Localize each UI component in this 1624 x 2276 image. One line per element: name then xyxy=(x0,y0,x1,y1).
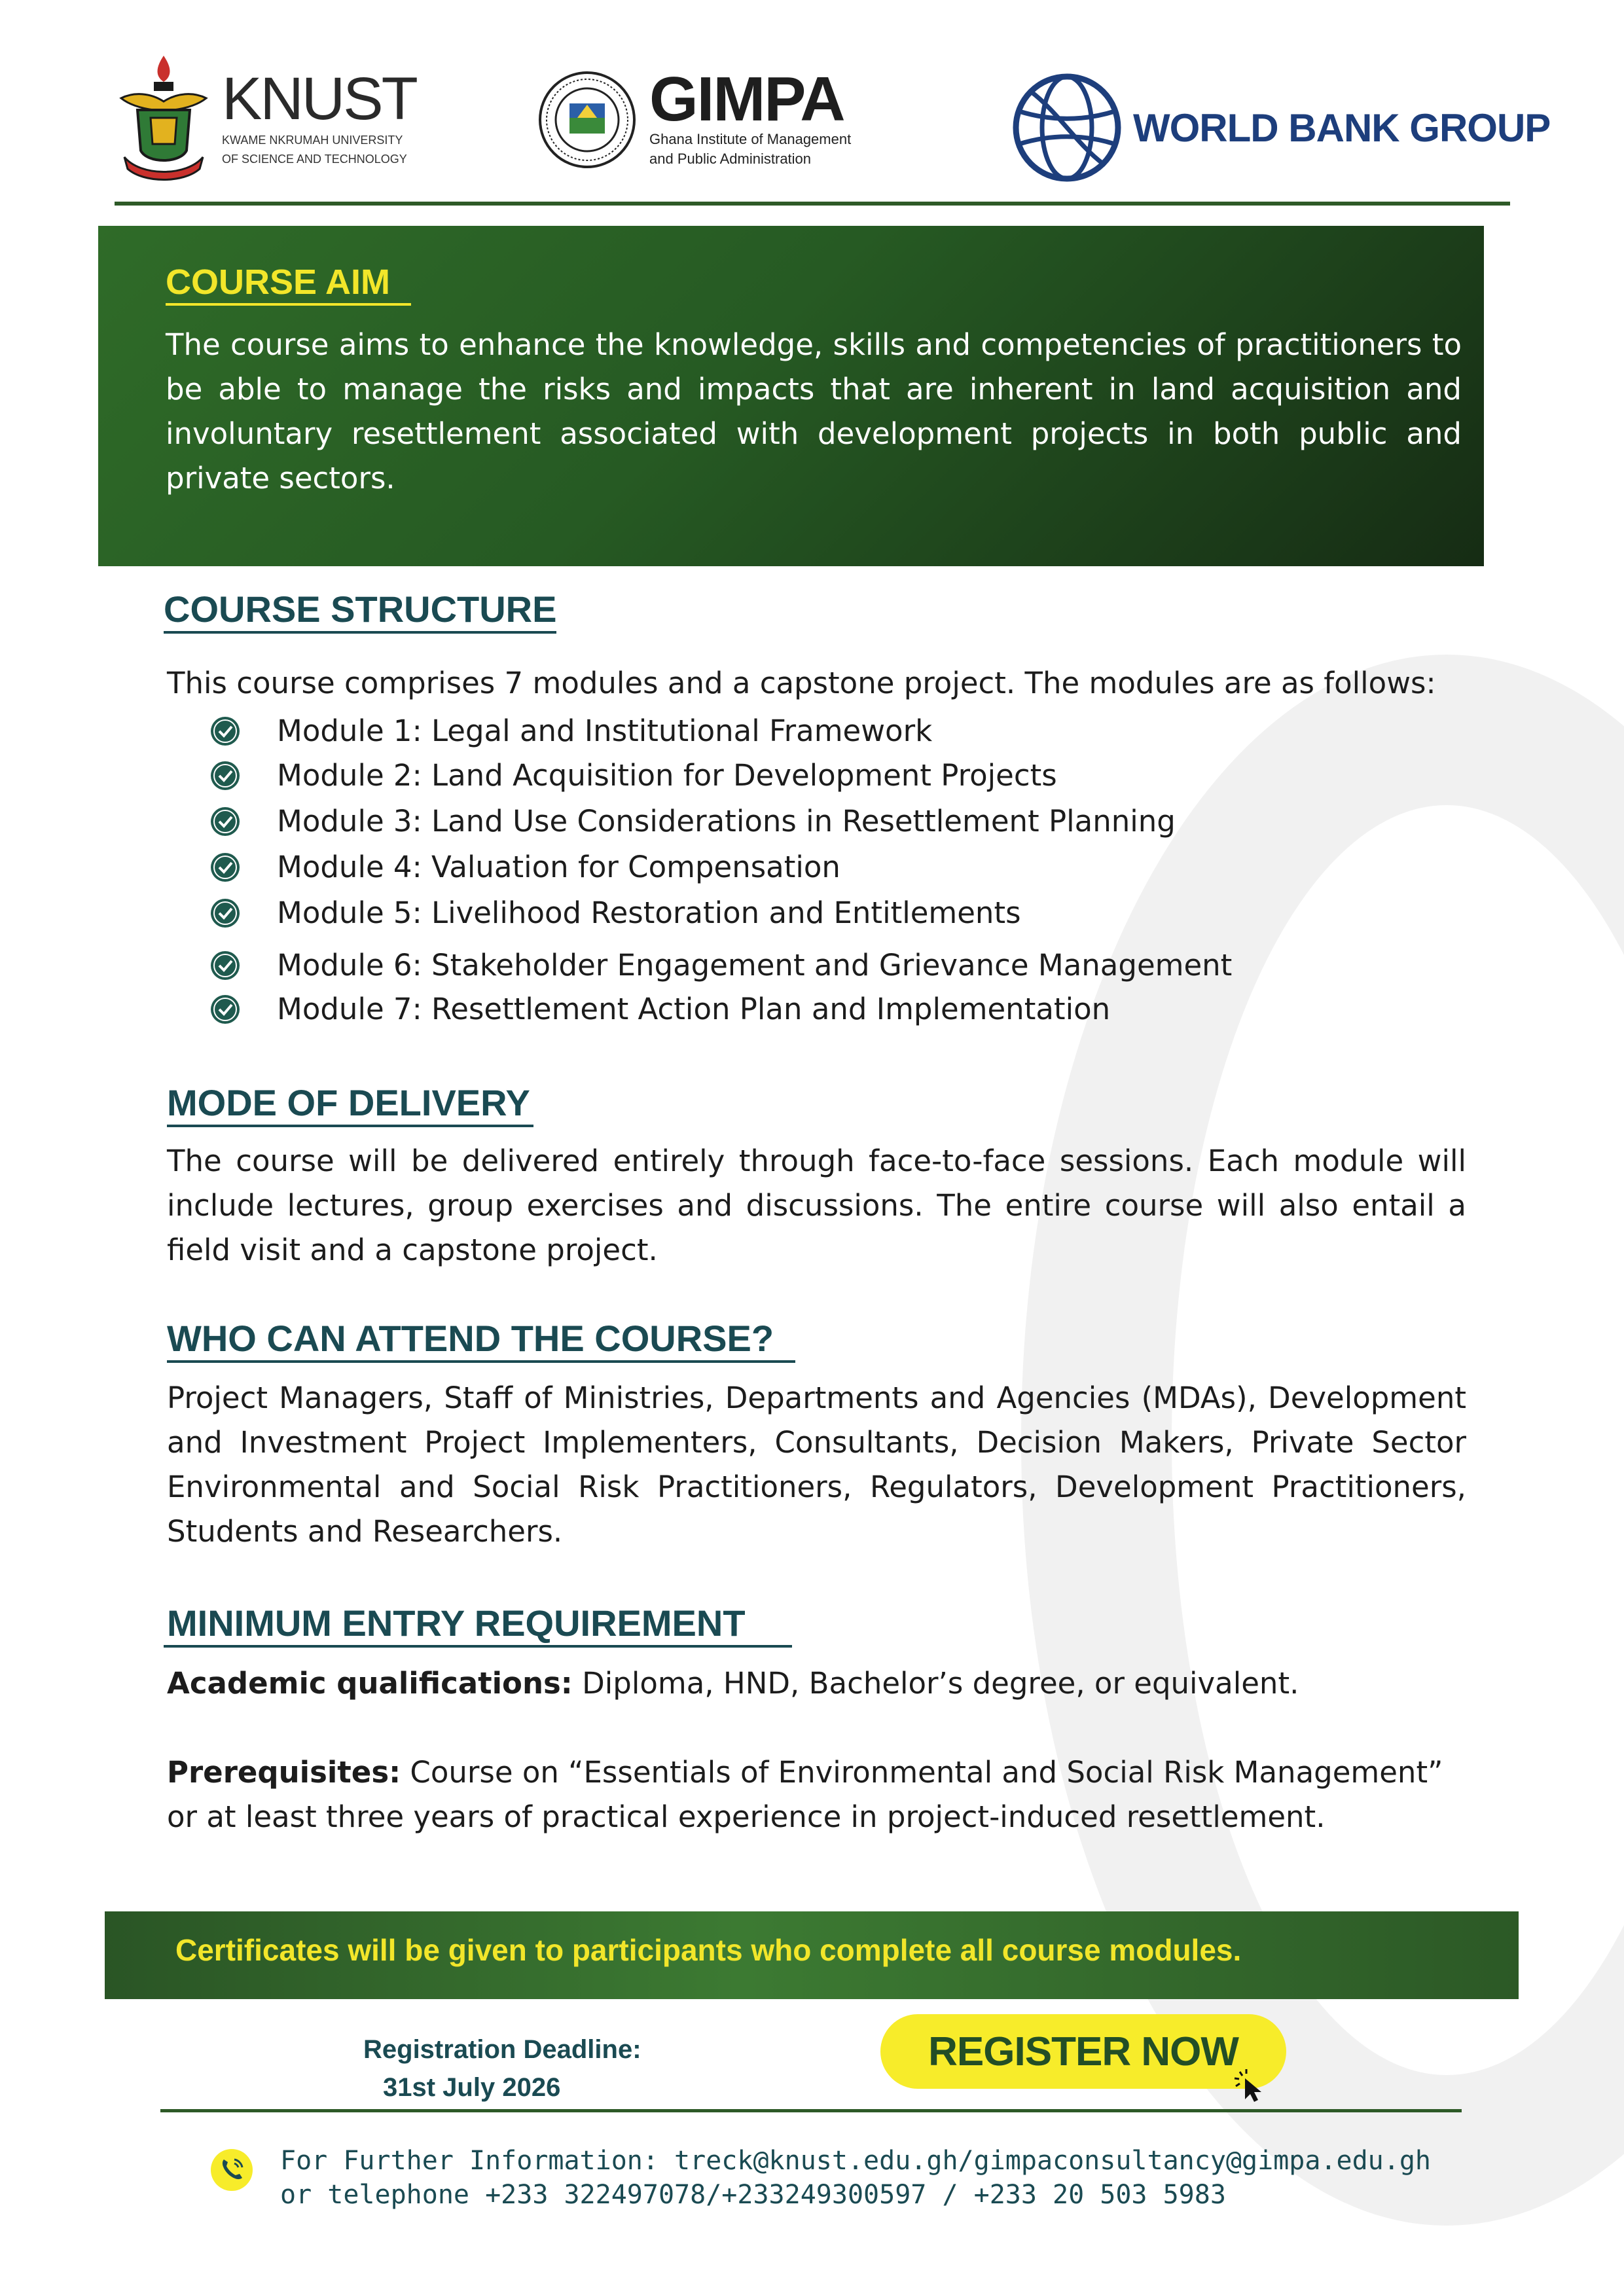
course-aim-title: COURSE AIM xyxy=(166,262,391,302)
register-now-button[interactable]: REGISTER NOW xyxy=(880,2014,1286,2089)
academic-qualifications-value: Diploma, HND, Bachelor’s degree, or equivalent. xyxy=(572,1666,1299,1701)
gimpa-wordmark xyxy=(649,64,852,168)
list-item xyxy=(209,804,1176,839)
entry-requirement-underline xyxy=(164,1645,792,1648)
deadline-label: Registration Deadline: xyxy=(363,2035,641,2064)
gimpa-subtitle-2: and Public Administration xyxy=(649,151,812,168)
course-structure-intro: This course comprises 7 modules and a capstone project. The modules are as follows: xyxy=(167,666,1436,700)
contact-details xyxy=(280,2144,1431,2212)
world-bank-logo xyxy=(1011,72,1550,183)
list-item xyxy=(209,895,1021,930)
contact-footer xyxy=(209,2144,1431,2212)
who-can-attend-body: Project Managers, Staff of Ministries, Departments and Agencies (MDAs), Development and Investment Project Implementers, Consultants, Decision Makers, Private Sector Environmental and Social Risk Practitioners, Regulators, Development Practitioners, Students and Researchers. xyxy=(167,1381,1466,1549)
header-divider xyxy=(115,202,1510,206)
phone-icon xyxy=(209,2148,254,2192)
globe-icon xyxy=(1011,72,1123,183)
module-label: Module 5: Livelihood Restoration and Entitlements xyxy=(277,895,1021,930)
prerequisites-label: Prerequisites: xyxy=(167,1755,401,1790)
knust-logo xyxy=(115,52,416,183)
cursor-click-icon xyxy=(1231,2065,1270,2104)
world-bank-name: WORLD BANK GROUP xyxy=(1133,105,1551,150)
who-can-attend-underline xyxy=(167,1360,795,1363)
module-label: Module 6: Stakeholder Engagement and Grievance Management xyxy=(277,948,1233,983)
registration-deadline xyxy=(363,2031,641,2106)
contact-phone-line: or telephone +233 322497078/+233249300597 / +233 20 503 5983 xyxy=(280,2180,1226,2210)
prerequisites-value: Course on “Essentials of Environmental and Social Risk Management” or at least three years of practical experience in project-induced resettlement. xyxy=(167,1755,1443,1834)
knust-name: KNUST xyxy=(222,65,416,132)
contact-email-line: For Further Information: treck@knust.edu.gh/gimpaconsultancy@gimpa.edu.gh xyxy=(280,2146,1431,2176)
module-label: Module 1: Legal and Institutional Framework xyxy=(277,714,933,748)
gimpa-logo xyxy=(538,64,852,169)
header xyxy=(0,0,1624,209)
certificate-notice: Certificates will be given to participants who complete all course modules. xyxy=(175,1933,1242,1967)
academic-qualifications-label: Academic qualifications: xyxy=(167,1666,573,1701)
course-structure-underline xyxy=(164,631,556,634)
knust-wordmark xyxy=(222,65,416,168)
list-item xyxy=(209,992,1110,1026)
knust-crest-icon xyxy=(115,52,213,183)
list-item xyxy=(209,714,932,748)
check-circle-icon xyxy=(209,715,241,747)
check-circle-icon xyxy=(209,950,241,981)
gimpa-seal-icon xyxy=(538,71,636,169)
gimpa-subtitle-1: Ghana Institute of Management xyxy=(649,130,852,147)
check-circle-icon xyxy=(209,806,241,837)
knust-subtitle-2: OF SCIENCE AND TECHNOLOGY xyxy=(222,153,407,166)
list-item xyxy=(209,948,1232,983)
entry-requirement-title: MINIMUM ENTRY REQUIREMENT xyxy=(167,1602,746,1644)
list-item xyxy=(209,850,840,884)
mode-of-delivery-body: The course will be delivered entirely through face-to-face sessions. Each module will include lectures, group exercises and discussions. The entire course will also entail a field visit and a capstone project. xyxy=(167,1144,1466,1267)
course-aim-panel xyxy=(98,226,1484,566)
mode-of-delivery-title: MODE OF DELIVERY xyxy=(167,1082,530,1123)
course-structure-title: COURSE STRUCTURE xyxy=(164,588,557,630)
course-aim-body: The course aims to enhance the knowledge, skills and competencies of practitioners to be able to manage the risks and impacts that are inherent in land acquisition and involuntary resettlement associated with development projects in both public and private sectors. xyxy=(166,327,1462,496)
academic-qualifications xyxy=(167,1661,1476,1706)
module-label: Module 4: Valuation for Compensation xyxy=(277,850,840,884)
footer-divider xyxy=(160,2109,1462,2112)
module-label: Module 3: Land Use Considerations in Resettlement Planning xyxy=(277,804,1176,839)
module-label: Module 2: Land Acquisition for Development Projects xyxy=(277,758,1057,793)
check-circle-icon xyxy=(209,994,241,1025)
course-aim-underline xyxy=(166,303,411,306)
module-label: Module 7: Resettlement Action Plan and Implementation xyxy=(277,992,1111,1026)
list-item xyxy=(209,758,1057,793)
who-can-attend-title: WHO CAN ATTEND THE COURSE? xyxy=(167,1318,774,1359)
knust-subtitle-1: KWAME NKRUMAH UNIVERSITY xyxy=(222,133,403,147)
mode-of-delivery-underline xyxy=(167,1125,533,1127)
check-circle-icon xyxy=(209,897,241,929)
check-circle-icon xyxy=(209,852,241,883)
prerequisites xyxy=(167,1750,1450,1839)
certificate-banner xyxy=(105,1911,1519,1999)
gimpa-name: GIMPA xyxy=(649,64,844,135)
deadline-date: 31st July 2026 xyxy=(383,2073,561,2102)
check-circle-icon xyxy=(209,760,241,791)
